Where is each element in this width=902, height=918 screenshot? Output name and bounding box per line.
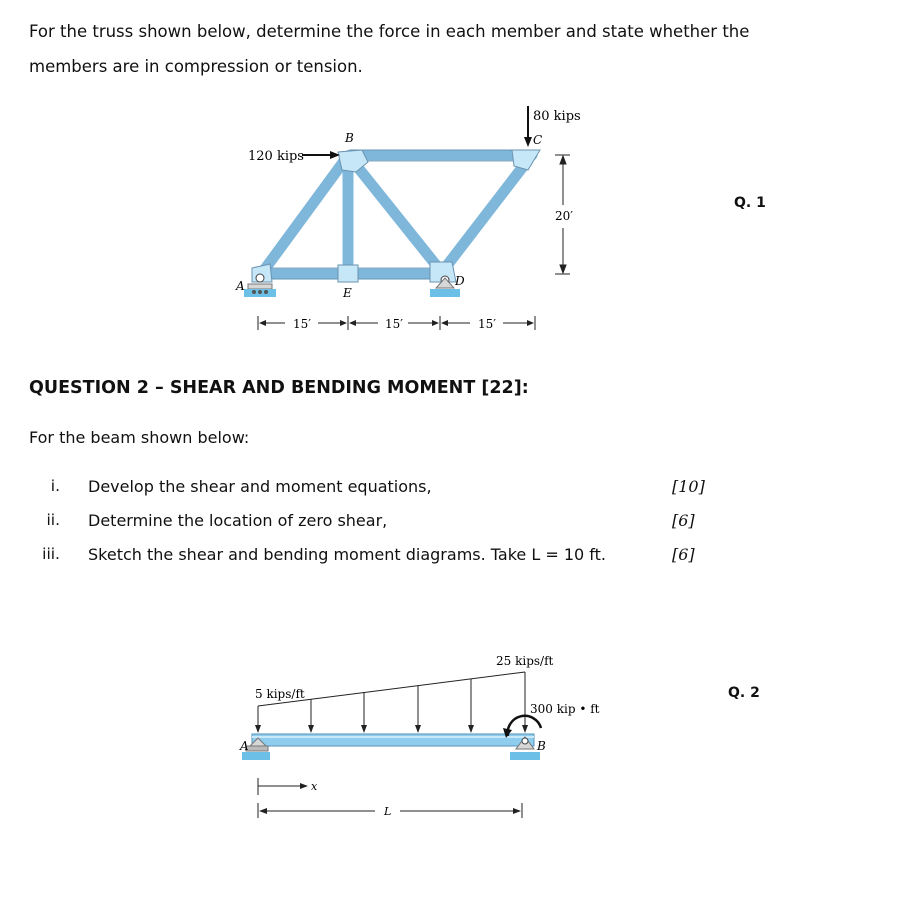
x-label: x xyxy=(311,780,318,793)
node-b-label: B xyxy=(345,131,354,145)
support-b-label: B xyxy=(537,739,546,753)
x-dimension xyxy=(258,778,302,795)
item-number: ii. xyxy=(46,511,60,529)
node-c-label: C xyxy=(533,133,543,147)
distributed-load xyxy=(258,672,525,732)
node-d-label: D xyxy=(455,274,465,288)
item-marks: [6] xyxy=(672,511,695,530)
span-label-3: 15′ xyxy=(478,317,496,331)
question2-heading: QUESTION 2 – SHEAR AND BENDING MOMENT [22]: xyxy=(29,378,529,398)
item-marks: [6] xyxy=(672,545,695,564)
node-a-label: A xyxy=(236,279,245,293)
load-left-label: 5 kips/ft xyxy=(255,687,305,701)
question1-label: Q. 1 xyxy=(734,195,766,211)
moment-label: 300 kip • ft xyxy=(530,702,600,716)
question2-subtitle: For the beam shown below: xyxy=(29,428,250,447)
beam xyxy=(252,734,534,746)
support-a-label: A xyxy=(240,739,249,753)
item-marks: [10] xyxy=(672,477,705,496)
load-right-label: 25 kips/ft xyxy=(496,654,554,668)
item-number: iii. xyxy=(42,545,60,563)
load-c-label: 80 kips xyxy=(533,109,581,124)
height-label: 20′ xyxy=(555,209,573,223)
question2-label: Q. 2 xyxy=(728,685,760,701)
item-text: Develop the shear and moment equations, xyxy=(88,477,432,496)
length-label: L xyxy=(384,805,392,818)
span-label-1: 15′ xyxy=(293,317,311,331)
span-label-2: 15′ xyxy=(385,317,403,331)
node-e-label: E xyxy=(343,286,352,300)
question1-text: For the truss shown below, determine the force in each member and state whether the members are in compression or tension. xyxy=(29,22,750,76)
item-text: Sketch the shear and bending moment diagrams. Take L = 10 ft. xyxy=(88,545,606,564)
item-number: i. xyxy=(50,477,60,495)
item-text: Determine the location of zero shear, xyxy=(88,511,388,530)
load-b-label: 120 kips xyxy=(248,149,304,164)
